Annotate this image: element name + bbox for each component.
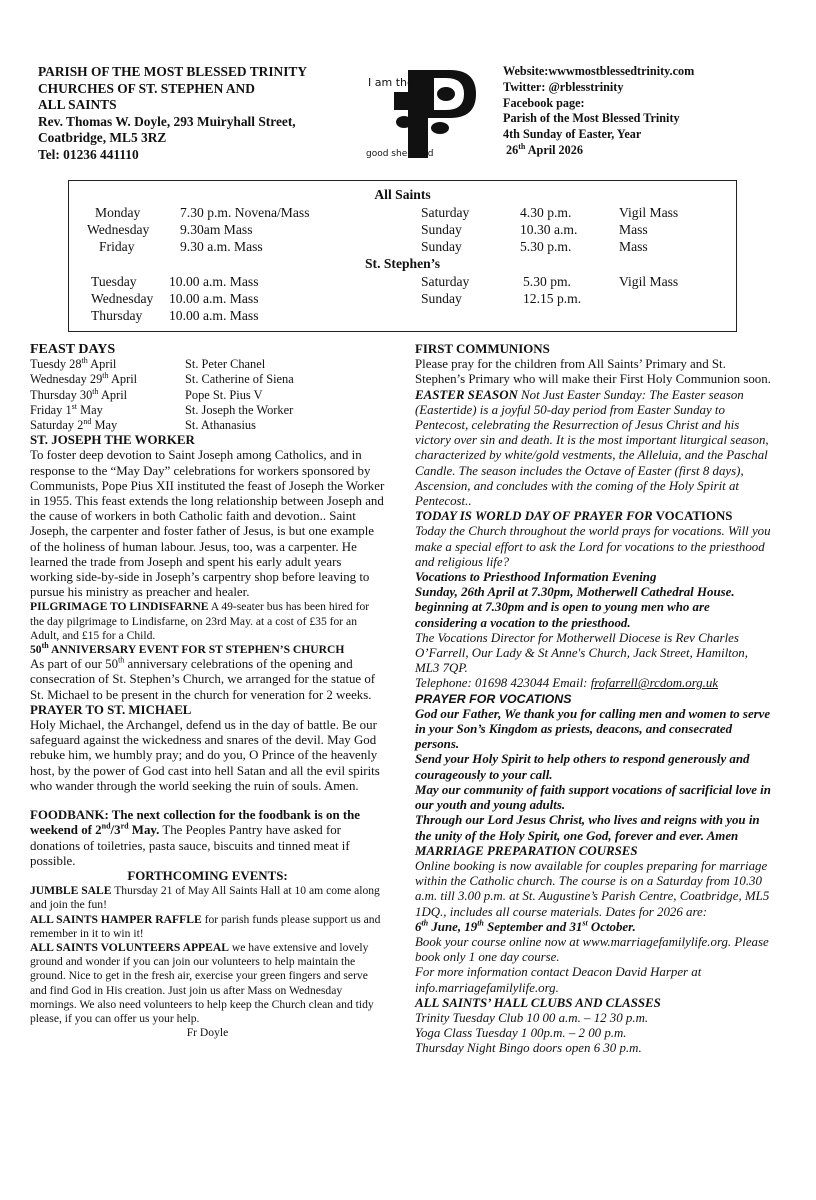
- club-item: Trinity Tuesday Club 10 00 a.m. – 12 30 p.m.: [415, 1010, 649, 1025]
- feast-row: Saturday 2nd May St. Athanasius: [30, 416, 256, 433]
- contact-info: For more information contact Deacon David Harper at info.marriagefamilylife.org.: [415, 965, 702, 995]
- schedule-day: Sunday: [421, 291, 462, 306]
- foodbank-notice: FOODBANK: The next collection for the foodbank is on the weekend of 2nd/3rd May. The Peoples Pantry have asked for donations of toiletries, pasta sauce, biscuits and tinned meat if possible.: [30, 808, 361, 868]
- parish-name: PARISH OF THE MOST BLESSED TRINITY: [38, 64, 308, 79]
- schedule-mass: Mass: [619, 239, 648, 254]
- left-column: [30, 342, 385, 1040]
- info-evening-heading: Vocations to Priesthood Information Evening: [415, 570, 657, 585]
- schedule-time: 4.30 p.m.: [520, 205, 572, 220]
- prayer-line: May our community of faith support vocations of sacrificial love in our youth and young adults.: [415, 782, 771, 813]
- marriage-heading: MARRIAGE PREPARATION COURSES: [415, 843, 638, 858]
- joseph-heading: ST. JOSEPH THE WORKER: [30, 433, 195, 448]
- schedule-time: 10.30 a.m.: [520, 222, 578, 237]
- vocations-director: The Vocations Director for Motherwell Diocese is Rev Charles O’Farrell, Our Lady & St Anne's Church, Jack Street, Hamilton, ML3 7QP.: [415, 630, 748, 676]
- liturgical-week: 4th Sunday of Easter, Year: [503, 127, 642, 142]
- communions-text: Please pray for the children from All Saints’ Primary and St. Stephen’s Primary who will make their First Holy Communion soon.: [415, 357, 771, 387]
- schedule-time: 12.15 p.m.: [523, 291, 582, 306]
- volunteers-appeal: ALL SAINTS VOLUNTEERS APPEAL we have extensive and lovely ground and wonder if you can join our volunteers to help maintain the ground. Nice to get in the fresh air, exercise your green fingers and serve and find God in His creation. Just join us after Mass on Wednesday mornings. We also need volunteers to help keep the Church clean and tidy please, if you can offer us your help.: [30, 940, 374, 1025]
- telephone: Tel: 01236 441110: [38, 146, 139, 162]
- communions-heading: FIRST COMMUNIONS: [415, 342, 550, 356]
- jumble-sale: JUMBLE SALE Thursday 21 of May All Saints Hall at 10 am come along and join the fun!: [30, 884, 380, 912]
- address-line-2: Coatbridge, ML5 3RZ: [38, 130, 167, 146]
- schedule-day: Wednesday: [91, 291, 154, 306]
- bulletin-date: 26th April 2026: [506, 141, 583, 157]
- joseph-text: To foster deep devotion to Saint Joseph among Catholics, and in response to the “May Day” celebrations for workers sponsored by Communists, Pope Pius XII instituted the feast of Joseph the Worker in 1955. This feast extends the long relationship between Joseph and the cause of workers in both Catholic faith and devotion.. Saint Joseph, the carpenter and foster father of Jesus, is but one example of the holiness of human labour. Jesus, too, was a carpenter. He learned the trade from Joseph and spent his early adult years working side-by-side in Joseph’s carpentry shop before leaving to pursue his ministry as preacher and healer.: [30, 448, 385, 600]
- club-item: Yoga Class Tuesday 1 00p.m. – 2 00 p.m.: [415, 1026, 627, 1041]
- info-evening-text: Sunday, 26th April at 7.30pm, Motherwell Cathedral House. beginning at 7.30pm and is open to young men who are considering a vocation to the priesthood.: [415, 585, 735, 630]
- schedule-time: 7.30 p.m. Novena/Mass: [180, 205, 310, 220]
- schedule-time: 9.30 a.m. Mass: [180, 239, 263, 254]
- hamper-raffle: ALL SAINTS HAMPER RAFFLE for parish funds please support us and remember in it to win it!: [30, 912, 381, 940]
- parish-header: [38, 64, 358, 164]
- pilgrimage-notice: PILGRIMAGE TO LINDISFARNE A 49-seater bus has been hired for the day pilgrimage to Lindisfarne, on 23rd May. at a cost of £35 for an Adult, and £15 for a Child.: [30, 600, 370, 642]
- schedule-mass: Vigil Mass: [619, 274, 679, 289]
- address-line: Rev. Thomas W. Doyle, 293 Muiryhall Street,: [38, 113, 296, 129]
- schedule-day: Sunday: [421, 239, 462, 254]
- schedule-day: Tuesday: [91, 274, 137, 289]
- club-item: Thursday Night Bingo doors open 6 30 p.m.: [415, 1041, 642, 1056]
- facebook-label: Facebook page:: [503, 95, 585, 110]
- feast-row: Thursday 30th April Pope St. Pius V: [30, 386, 263, 402]
- churches-line-2: ALL SAINTS: [38, 97, 117, 113]
- schedule-time: 5.30 pm.: [523, 274, 571, 289]
- facebook-page: Parish of the Most Blessed Trinity: [503, 111, 680, 126]
- prayer-line: Through our Lord Jesus Christ, who lives and reigns with you in the unity of the Holy Spirit, one God, forever and ever. Amen: [415, 813, 760, 843]
- feast-row: Tuesdy 28th April St. Peter Chanel: [30, 356, 266, 372]
- schedule-time: 10.00 a.m. Mass: [169, 308, 259, 323]
- website: Website:wwwmostblessedtrinity.com: [503, 64, 695, 78]
- prayer-line: Send your Holy Spirit to help others to respond generously and courageously to your call.: [415, 752, 750, 782]
- right-column: [415, 342, 775, 1057]
- marriage-text: Online booking is now available for couples preparing for marriage within the Catholic church. The course is on a Saturday from 10.30 a.m. till 3.00 p.m. at St. Augustine’s Parish Centre, Coatbridge, ML5 1DQ., includes all course materials. Dates for 2026 are:: [415, 858, 770, 919]
- logo-text-top: I am the: [368, 76, 414, 89]
- anniversary-heading: 50th ANNIVERSARY EVENT FOR ST STEPHEN’S CHURCH: [30, 641, 345, 657]
- email-link[interactable]: frofarrell@rcdom.org.uk: [590, 676, 719, 691]
- events-heading: FORTHCOMING EVENTS:: [127, 868, 288, 883]
- vocations-day-text: Today the Church throughout the world prays for vocations. Will you make a special effort to ask the Lord for vocations to the priesthood and religious life?: [415, 524, 771, 569]
- feast-row: Friday 1st May St. Joseph the Worker: [30, 401, 294, 417]
- prayer-line: God our Father, We thank you for calling men and women to serve in your Son’s Kingdom as priests, deacons, and consecrated persons.: [415, 706, 771, 752]
- st-stephens-heading: St. Stephen’s: [364, 256, 441, 271]
- twitter: Twitter: @rblesstrinity: [503, 79, 624, 94]
- schedule-day: Sunday: [421, 222, 462, 237]
- booking-text: Book your course online now at www.marriagefamilylife.org. Please book only 1 one day course.: [415, 934, 769, 965]
- schedule-day: Wednesday: [87, 222, 150, 237]
- schedule-day: Monday: [95, 205, 141, 220]
- michael-heading: PRAYER TO ST. MICHAEL: [30, 702, 192, 717]
- feast-row: Wednesday 29th April St. Catherine of Siena: [30, 371, 294, 387]
- schedule-time: 10.00 a.m. Mass: [169, 274, 259, 289]
- schedule-mass: Vigil Mass: [619, 205, 679, 220]
- schedule-day: Saturday: [421, 205, 470, 220]
- feast-list: [30, 357, 385, 433]
- michael-prayer: Holy Michael, the Archangel, defend us in the day of battle. Be our safeguard against the wickedness and snares of the devil. May God rebuke him, we humbly pray; and do you, O Prince of the heavenly host, by the power of God cast into hell Satan and all the evil spirits who wander through the world seeking the ruin of souls. Amen.: [30, 718, 380, 793]
- course-dates: 6th June, 19th September and 31st October.: [415, 918, 636, 934]
- schedule-day: Thursday: [91, 308, 143, 323]
- contact-header: [503, 64, 803, 159]
- easter-season: EASTER SEASON Not Just Easter Sunday: The Easter season (Eastertide) is a joyful 50-day period from Easter Sunday to Pentecost, celebrating the Resurrection of Jesus Christ and his victory over sin and death. It is the most important liturgical season, characterized by white/gold vestments, the Alleluia, and the Paschal Candle. The season includes the Octave of Easter (first 8 days), Ascension, and concludes with the coming of the Holy Spirit at Pentecost..: [415, 387, 769, 509]
- vocations-prayer-heading: PRAYER FOR VOCATIONS: [415, 691, 572, 706]
- signature: Fr Doyle: [186, 1026, 229, 1040]
- logo-text-bottom: good shepherd: [366, 149, 434, 159]
- all-saints-heading: All Saints: [374, 187, 431, 202]
- churches-line: CHURCHES OF ST. STEPHEN AND: [38, 80, 255, 96]
- schedule-day: Friday: [99, 239, 135, 254]
- feast-days-heading: FEAST DAYS: [30, 342, 116, 357]
- schedule-time: 10.00 a.m. Mass: [169, 291, 259, 306]
- good-shepherd-logo: [364, 62, 492, 162]
- director-contact: Telephone: 01698 423044 Email: frofarrell@rcdom.org.uk: [415, 676, 719, 691]
- anniversary-text: As part of our 50th anniversary celebrations of the opening and consecration of St. Stephen’s Church, we arranged for the statue of St. Michael to be present in the church for veneration for 2 weeks.: [30, 655, 376, 702]
- schedule-day: Saturday: [421, 274, 470, 289]
- schedule-mass: Mass: [619, 222, 648, 237]
- clubs-heading: ALL SAINTS’ HALL CLUBS AND CLASSES: [415, 995, 661, 1010]
- vocations-day-heading: TODAY IS WORLD DAY OF PRAYER FOR VOCATIONS: [415, 509, 733, 524]
- schedule-time: 5.30 p.m.: [520, 239, 572, 254]
- mass-schedule: [68, 180, 737, 332]
- schedule-time: 9.30am Mass: [180, 222, 253, 237]
